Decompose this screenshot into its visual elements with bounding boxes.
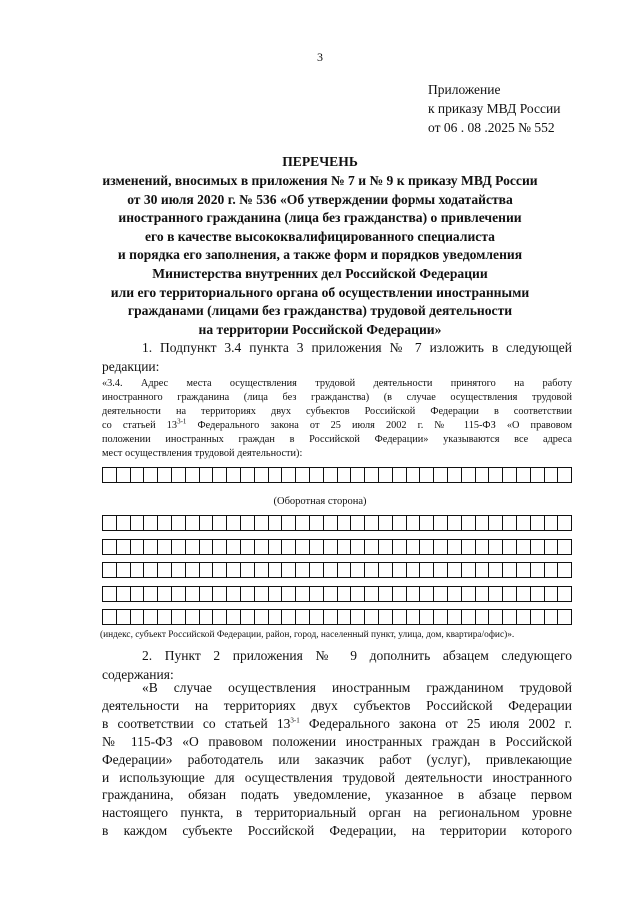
form-cell bbox=[517, 516, 531, 530]
form-cell bbox=[282, 587, 296, 601]
form-cell bbox=[241, 610, 255, 624]
form-cell bbox=[393, 516, 407, 530]
form-cell bbox=[227, 610, 241, 624]
form-cell bbox=[282, 468, 296, 482]
form-cell bbox=[324, 468, 338, 482]
form-cell bbox=[365, 610, 379, 624]
form-cell bbox=[545, 468, 559, 482]
form-cell bbox=[213, 587, 227, 601]
form-cell bbox=[255, 468, 269, 482]
form-text-line: мест осуществления трудовой деятельности): bbox=[102, 448, 303, 459]
form-cell bbox=[462, 563, 476, 577]
form-cell bbox=[117, 516, 131, 530]
form-cell bbox=[545, 610, 559, 624]
body-line: и использующие для осуществления трудовой деятельности иностранного bbox=[102, 769, 572, 785]
form-cell bbox=[476, 587, 490, 601]
form-cell bbox=[158, 563, 172, 577]
form-cell bbox=[503, 610, 517, 624]
form-cell bbox=[172, 516, 186, 530]
form-cell bbox=[476, 516, 490, 530]
form-cell bbox=[227, 468, 241, 482]
form-cell bbox=[434, 468, 448, 482]
form-cell bbox=[393, 540, 407, 554]
form-cell bbox=[186, 468, 200, 482]
body-text-part: в соответствии со статьей 13 bbox=[102, 715, 291, 731]
form-cell bbox=[393, 587, 407, 601]
form-cell bbox=[241, 516, 255, 530]
superscript: 3-1 bbox=[290, 716, 300, 725]
form-cell bbox=[213, 610, 227, 624]
form-cell bbox=[503, 516, 517, 530]
form-cell bbox=[351, 563, 365, 577]
form-cell bbox=[131, 610, 145, 624]
form-cell bbox=[172, 587, 186, 601]
form-cell bbox=[503, 563, 517, 577]
form-cell bbox=[462, 468, 476, 482]
form-cell bbox=[531, 587, 545, 601]
subheading-line: гражданами (лицами без гражданства) трудовой деятельности bbox=[127, 303, 513, 319]
form-cell bbox=[144, 468, 158, 482]
form-cell bbox=[186, 516, 200, 530]
form-cell bbox=[531, 468, 545, 482]
form-cell bbox=[489, 540, 503, 554]
form-cell bbox=[338, 516, 352, 530]
form-cell bbox=[420, 516, 434, 530]
form-cell bbox=[296, 563, 310, 577]
form-cell bbox=[144, 587, 158, 601]
form-cell bbox=[434, 587, 448, 601]
form-cell bbox=[172, 563, 186, 577]
form-cell bbox=[296, 516, 310, 530]
form-cell bbox=[269, 516, 283, 530]
form-cell bbox=[531, 563, 545, 577]
form-cell bbox=[379, 540, 393, 554]
form-cell bbox=[531, 516, 545, 530]
form-cell bbox=[365, 516, 379, 530]
form-cell bbox=[338, 468, 352, 482]
form-cell bbox=[476, 610, 490, 624]
form-text-part: Федерального закона от 25 июля 2002 г. № 115-ФЗ «О правовом bbox=[186, 420, 572, 431]
address-cell-row bbox=[102, 562, 572, 578]
form-cell bbox=[545, 587, 559, 601]
form-cell bbox=[351, 587, 365, 601]
reverse-side-label: (Оборотная сторона) bbox=[273, 496, 367, 507]
form-cell bbox=[200, 540, 214, 554]
form-cell bbox=[407, 516, 421, 530]
form-cell bbox=[172, 610, 186, 624]
form-cell bbox=[131, 563, 145, 577]
form-cell bbox=[462, 587, 476, 601]
form-cell bbox=[393, 610, 407, 624]
body-line: деятельности на территориях двух субъектов Российской Федерации bbox=[102, 697, 572, 713]
form-cell bbox=[255, 563, 269, 577]
item-1-line: редакции: bbox=[102, 358, 160, 374]
form-cell bbox=[517, 563, 531, 577]
form-cell bbox=[213, 468, 227, 482]
form-cell bbox=[310, 587, 324, 601]
form-cell bbox=[227, 587, 241, 601]
form-cell bbox=[407, 468, 421, 482]
form-cell bbox=[310, 468, 324, 482]
form-cell bbox=[241, 468, 255, 482]
form-cell bbox=[103, 563, 117, 577]
form-cell bbox=[144, 540, 158, 554]
form-cell bbox=[503, 587, 517, 601]
form-cell bbox=[103, 587, 117, 601]
form-cell bbox=[420, 563, 434, 577]
form-cell bbox=[434, 540, 448, 554]
subheading-line: и порядка его заполнения, а также форм и порядков уведомления bbox=[117, 247, 523, 263]
form-cell bbox=[393, 468, 407, 482]
form-cell bbox=[503, 540, 517, 554]
form-cell bbox=[227, 516, 241, 530]
form-cell bbox=[158, 468, 172, 482]
form-cell bbox=[489, 516, 503, 530]
form-field-text bbox=[102, 377, 572, 461]
form-cell bbox=[213, 563, 227, 577]
form-cell bbox=[158, 587, 172, 601]
form-cell bbox=[213, 540, 227, 554]
address-caption: (индекс, субъект Российской Федерации, район, город, населенный пункт, улица, дом, квартира/офис)». bbox=[100, 630, 515, 640]
form-cell bbox=[296, 587, 310, 601]
form-cell bbox=[379, 587, 393, 601]
subheading-line: на территории Российской Федерации» bbox=[198, 321, 442, 337]
form-cell bbox=[379, 610, 393, 624]
item-2-line: 2. Пункт 2 приложения № 9 дополнить абзацем следующего bbox=[142, 648, 572, 663]
form-cell bbox=[365, 563, 379, 577]
form-cell bbox=[282, 610, 296, 624]
body-text-part: Федерального закона от 25 июля 2002 г. bbox=[299, 715, 573, 731]
form-cell bbox=[448, 587, 462, 601]
form-cell bbox=[255, 540, 269, 554]
form-cell bbox=[324, 587, 338, 601]
form-cell bbox=[531, 610, 545, 624]
form-cell bbox=[448, 516, 462, 530]
form-cell bbox=[351, 468, 365, 482]
document-heading: ПЕРЕЧЕНЬ bbox=[282, 154, 358, 169]
form-cell bbox=[489, 610, 503, 624]
form-cell bbox=[269, 468, 283, 482]
form-cell bbox=[420, 587, 434, 601]
document-subheading bbox=[60, 172, 580, 339]
subheading-line: его в качестве высококвалифицированного специалиста bbox=[145, 228, 495, 244]
form-text-line: иностранного гражданина (лица без гражданства) (в случае осуществления трудовой bbox=[102, 392, 572, 403]
form-cell bbox=[241, 540, 255, 554]
form-cell bbox=[489, 468, 503, 482]
form-cell bbox=[310, 563, 324, 577]
form-cell bbox=[117, 587, 131, 601]
form-cell bbox=[269, 540, 283, 554]
form-text-line: деятельности на территориях двух субъектов Российской Федерации в соответствии bbox=[102, 406, 572, 417]
form-cell bbox=[227, 540, 241, 554]
form-cell bbox=[407, 587, 421, 601]
form-cell bbox=[200, 468, 214, 482]
form-cell bbox=[269, 610, 283, 624]
form-cell bbox=[103, 540, 117, 554]
form-cell bbox=[434, 610, 448, 624]
form-text-part: со статьей 13 bbox=[102, 420, 178, 431]
item-1-paragraph bbox=[102, 339, 572, 376]
form-cell bbox=[448, 610, 462, 624]
form-cell bbox=[489, 587, 503, 601]
form-cell bbox=[558, 468, 571, 482]
form-cell bbox=[186, 587, 200, 601]
form-cell bbox=[282, 563, 296, 577]
form-cell bbox=[531, 540, 545, 554]
form-cell bbox=[351, 516, 365, 530]
form-cell bbox=[545, 516, 559, 530]
form-cell bbox=[117, 610, 131, 624]
form-cell bbox=[186, 563, 200, 577]
form-cell bbox=[476, 563, 490, 577]
form-cell bbox=[186, 610, 200, 624]
form-cell bbox=[434, 563, 448, 577]
form-cell bbox=[255, 587, 269, 601]
form-cell bbox=[103, 468, 117, 482]
form-text-line: «3.4. Адрес места осуществления трудовой деятельности принятого на работу bbox=[102, 378, 572, 389]
form-cell bbox=[379, 468, 393, 482]
item-1-line: 1. Подпункт 3.4 пункта 3 приложения № 7 изложить в следующей bbox=[142, 340, 572, 355]
form-cell bbox=[517, 587, 531, 601]
form-cell bbox=[227, 563, 241, 577]
form-cell bbox=[407, 563, 421, 577]
form-cell bbox=[338, 587, 352, 601]
form-cell bbox=[338, 610, 352, 624]
form-cell bbox=[200, 516, 214, 530]
form-cell bbox=[269, 563, 283, 577]
form-cell bbox=[434, 516, 448, 530]
body-line bbox=[102, 715, 572, 733]
form-cell bbox=[282, 540, 296, 554]
form-cell bbox=[310, 516, 324, 530]
form-cell bbox=[462, 516, 476, 530]
form-cell bbox=[558, 610, 571, 624]
form-cell bbox=[310, 540, 324, 554]
form-cell bbox=[241, 563, 255, 577]
form-cell bbox=[131, 587, 145, 601]
form-cell bbox=[241, 587, 255, 601]
form-cell bbox=[103, 610, 117, 624]
form-cell bbox=[545, 540, 559, 554]
form-cell bbox=[103, 516, 117, 530]
form-cell bbox=[324, 563, 338, 577]
form-cell bbox=[448, 540, 462, 554]
appendix-line: от 06 . 08 .2025 № 552 bbox=[428, 120, 555, 135]
appendix-reference bbox=[428, 80, 560, 137]
form-cell bbox=[117, 468, 131, 482]
form-cell bbox=[296, 610, 310, 624]
form-cell bbox=[379, 516, 393, 530]
form-cell bbox=[255, 610, 269, 624]
form-cell bbox=[172, 540, 186, 554]
form-cell bbox=[131, 540, 145, 554]
form-cell bbox=[296, 468, 310, 482]
form-cell bbox=[351, 540, 365, 554]
appendix-line: Приложение bbox=[428, 82, 501, 97]
form-cell bbox=[144, 516, 158, 530]
address-cell-row bbox=[102, 467, 572, 483]
form-cell bbox=[282, 516, 296, 530]
form-cell bbox=[324, 540, 338, 554]
form-cell bbox=[310, 610, 324, 624]
subheading-line: иностранного гражданина (лица без гражданства) о привлечении bbox=[118, 210, 522, 226]
form-text-line: положении иностранных граждан в Российской Федерации» указываются все адреса bbox=[102, 434, 572, 445]
form-cell bbox=[558, 587, 571, 601]
form-cell bbox=[558, 540, 571, 554]
address-cell-row bbox=[102, 586, 572, 602]
form-cell bbox=[517, 610, 531, 624]
subheading-line: или его территориального органа об осуществлении иностранными bbox=[110, 284, 530, 300]
form-cell bbox=[558, 563, 571, 577]
form-cell bbox=[269, 587, 283, 601]
form-cell bbox=[489, 563, 503, 577]
form-cell bbox=[379, 563, 393, 577]
subheading-line: от 30 июля 2020 г. № 536 «Об утверждении формы ходатайства bbox=[127, 191, 513, 207]
form-cell bbox=[158, 540, 172, 554]
form-cell bbox=[200, 587, 214, 601]
form-cell bbox=[324, 610, 338, 624]
form-cell bbox=[255, 516, 269, 530]
form-cell bbox=[296, 540, 310, 554]
subheading-line: Министерства внутренних дел Российской Федерации bbox=[152, 265, 488, 281]
body-line: в каждом субъекте Российской Федерации, на территории которого bbox=[102, 823, 572, 839]
appendix-line: к приказу МВД России bbox=[428, 101, 561, 116]
form-cell bbox=[158, 610, 172, 624]
form-cell bbox=[365, 540, 379, 554]
address-cell-row bbox=[102, 609, 572, 625]
form-cell bbox=[144, 563, 158, 577]
form-cell bbox=[117, 540, 131, 554]
body-line: Федерации» работодатель или заказчик работ (услуг), привлекающие bbox=[102, 751, 572, 767]
form-cell bbox=[351, 610, 365, 624]
form-cell bbox=[200, 610, 214, 624]
form-cell bbox=[213, 516, 227, 530]
body-line: «В случае осуществления иностранным гражданином трудовой bbox=[142, 680, 572, 695]
form-cell bbox=[365, 468, 379, 482]
form-cell bbox=[200, 563, 214, 577]
item-2-body bbox=[102, 679, 572, 840]
form-cell bbox=[186, 540, 200, 554]
subheading-line: изменений, вносимых в приложения № 7 и № 9 к приказу МВД России bbox=[102, 173, 538, 188]
form-cell bbox=[407, 540, 421, 554]
form-cell bbox=[131, 468, 145, 482]
form-cell bbox=[144, 610, 158, 624]
form-cell bbox=[172, 468, 186, 482]
form-cell bbox=[517, 540, 531, 554]
form-cell bbox=[462, 610, 476, 624]
form-cell bbox=[131, 516, 145, 530]
body-line: настоящего пункта, в территориальный орган на региональном уровне bbox=[102, 805, 572, 821]
form-cell bbox=[420, 540, 434, 554]
form-cell bbox=[420, 468, 434, 482]
body-line: № 115-ФЗ «О правовом положении иностранных граждан в Российской bbox=[102, 733, 572, 749]
form-cell bbox=[338, 563, 352, 577]
form-cell bbox=[476, 540, 490, 554]
form-cell bbox=[420, 610, 434, 624]
form-cell bbox=[365, 587, 379, 601]
form-cell bbox=[338, 540, 352, 554]
form-cell bbox=[462, 540, 476, 554]
item-2-line: содержания: bbox=[102, 666, 174, 682]
form-cell bbox=[545, 563, 559, 577]
superscript: 3-1 bbox=[177, 417, 187, 426]
form-text-line bbox=[102, 419, 572, 433]
page-number: 3 bbox=[317, 50, 323, 64]
form-cell bbox=[476, 468, 490, 482]
form-cell bbox=[448, 468, 462, 482]
form-cell bbox=[393, 563, 407, 577]
address-cell-row bbox=[102, 539, 572, 555]
form-cell bbox=[407, 610, 421, 624]
form-cell bbox=[117, 563, 131, 577]
form-cell bbox=[517, 468, 531, 482]
form-cell bbox=[158, 516, 172, 530]
address-cell-row bbox=[102, 515, 572, 531]
body-line: гражданина, обязан подать уведомление, указанное в абзаце первом bbox=[102, 787, 572, 803]
form-cell bbox=[324, 516, 338, 530]
form-cell bbox=[558, 516, 571, 530]
form-cell bbox=[503, 468, 517, 482]
form-cell bbox=[448, 563, 462, 577]
